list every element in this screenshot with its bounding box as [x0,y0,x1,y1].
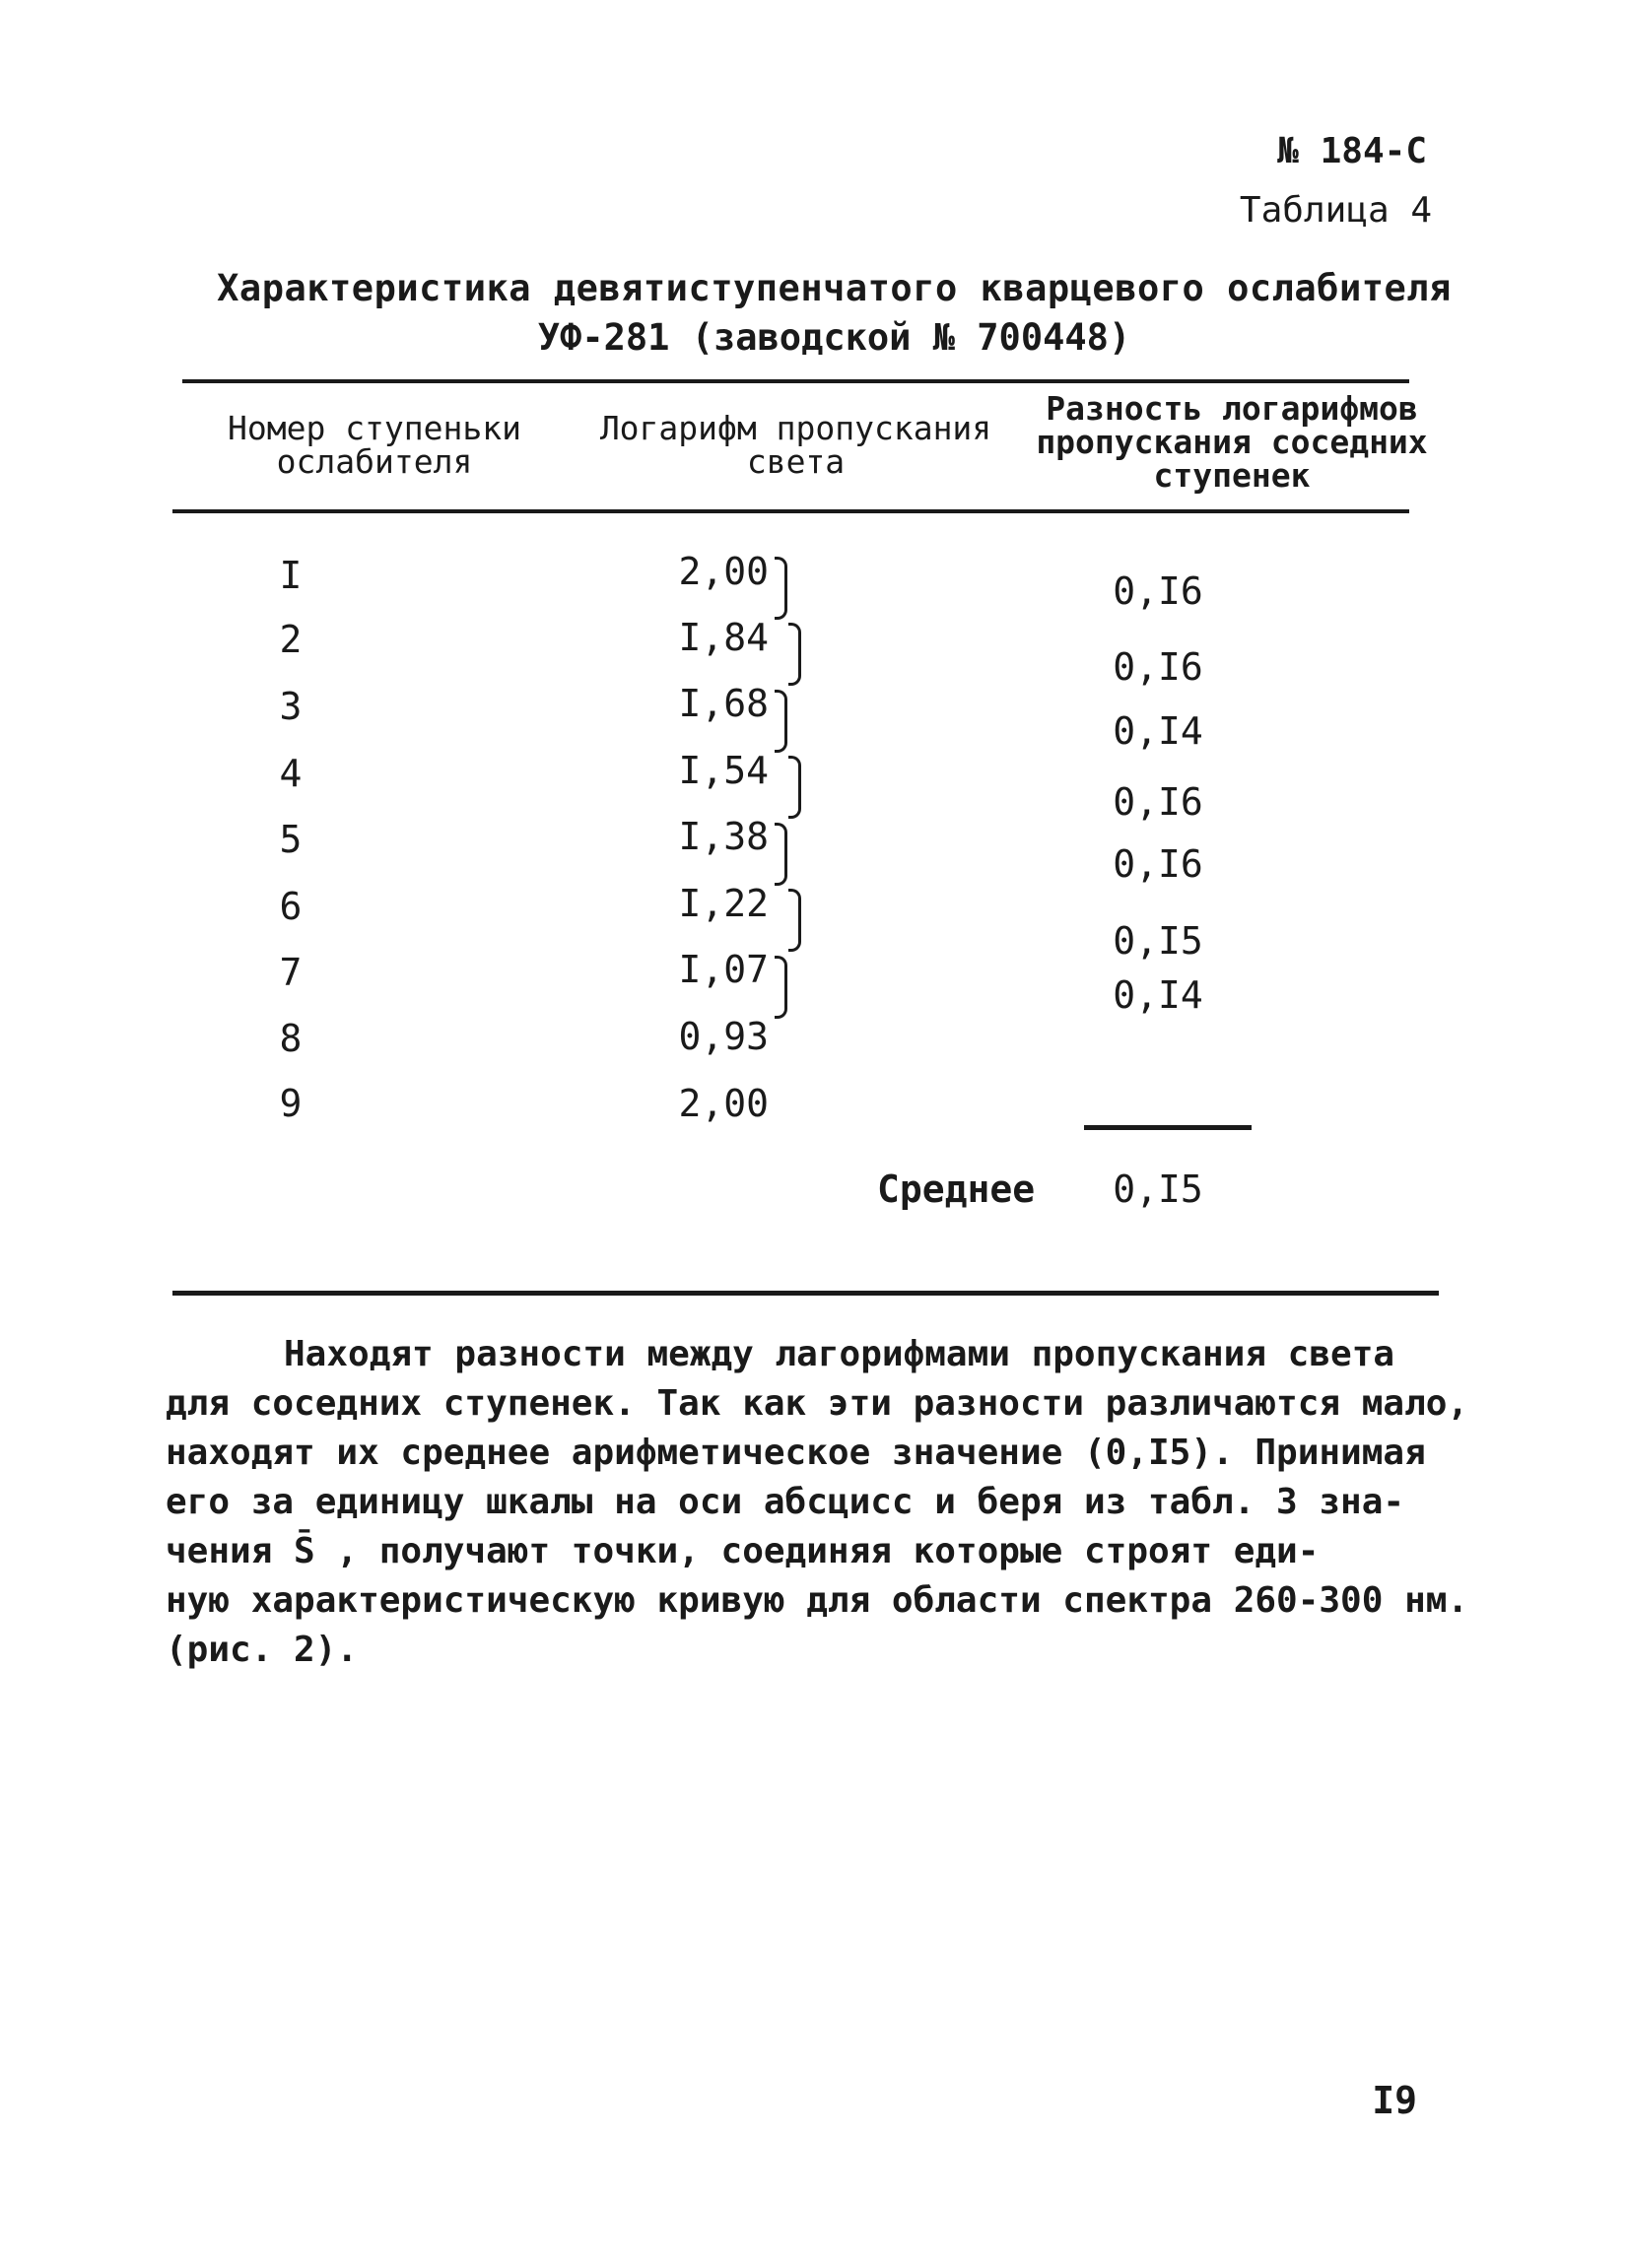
difference-value: 0,I6 [1113,569,1203,613]
difference-value: 0,I6 [1113,645,1203,689]
difference-value: 0,I4 [1113,709,1203,753]
log-value: I,07 [678,948,769,991]
step-number: 4 [279,752,303,795]
pair-brace [788,623,801,686]
page-number: I9 [1372,2079,1417,2122]
step-number: 2 [279,618,303,661]
difference-dash [1084,1125,1252,1130]
step-number: 9 [279,1082,303,1125]
body-paragraph [166,1330,1469,1675]
step-number: 8 [279,1017,303,1060]
pair-brace [788,756,801,819]
column-header-difference: Разность логарифмов пропускания соседних ступенек [1036,389,1428,495]
text-line: Находят разности между лагорифмами пропускания света [284,1334,1395,1374]
step-number: 3 [279,685,303,728]
caption-line-1: Характеристика девятиступенчатого кварцевого ослабителя [217,267,1452,309]
difference-value: 0,I4 [1113,973,1203,1017]
text-line: (рис. 2). [166,1630,359,1670]
log-value: I,68 [678,682,769,725]
column-header-log: Логарифм пропускания света [599,409,992,481]
column-header-step: Номер ступеньки ослабителя [227,409,521,481]
document-code: № 184-С [1277,131,1427,171]
table-top-rule [182,379,1409,383]
difference-value: 0,I6 [1113,780,1203,824]
table-label: Таблица 4 [1239,190,1432,231]
pair-brace [775,823,787,886]
text-line: для соседних ступенек. Так как эти разности различаются мало, [166,1383,1469,1424]
pair-brace [788,889,801,952]
step-number: 6 [279,885,303,928]
log-value: I,84 [678,616,769,659]
pair-brace [775,956,787,1019]
text-line: находят их среднее арифметическое значение (0,I5). Принимая [166,1433,1426,1473]
pair-brace [775,690,787,753]
mean-value: 0,I5 [1113,1167,1203,1211]
step-number: I [279,554,303,597]
text-line: чения S̄ , получают точки, соединяя которые строят еди- [166,1531,1320,1571]
log-value: 2,00 [678,1082,769,1125]
log-value: 0,93 [678,1015,769,1058]
header-bottom-rule [172,509,1409,513]
mean-label: Среднее [877,1167,1036,1211]
log-value: I,22 [678,882,769,925]
table-caption [0,264,1629,363]
table-bottom-rule [172,1291,1439,1296]
difference-value: 0,I6 [1113,842,1203,886]
caption-line-2: УФ-281 (заводской № 700448) [537,316,1131,359]
difference-value: 0,I5 [1113,919,1203,963]
log-value: I,54 [678,749,769,792]
step-number: 7 [279,951,303,994]
text-line: его за единицу шкалы на оси абсцисс и беря из табл. 3 зна- [166,1482,1405,1522]
pair-brace [775,557,787,620]
log-value: I,38 [678,815,769,858]
log-value: 2,00 [678,550,769,593]
step-number: 5 [279,818,303,861]
text-line: ную характеристическую кривую для области спектра 260-300 нм. [166,1580,1469,1621]
